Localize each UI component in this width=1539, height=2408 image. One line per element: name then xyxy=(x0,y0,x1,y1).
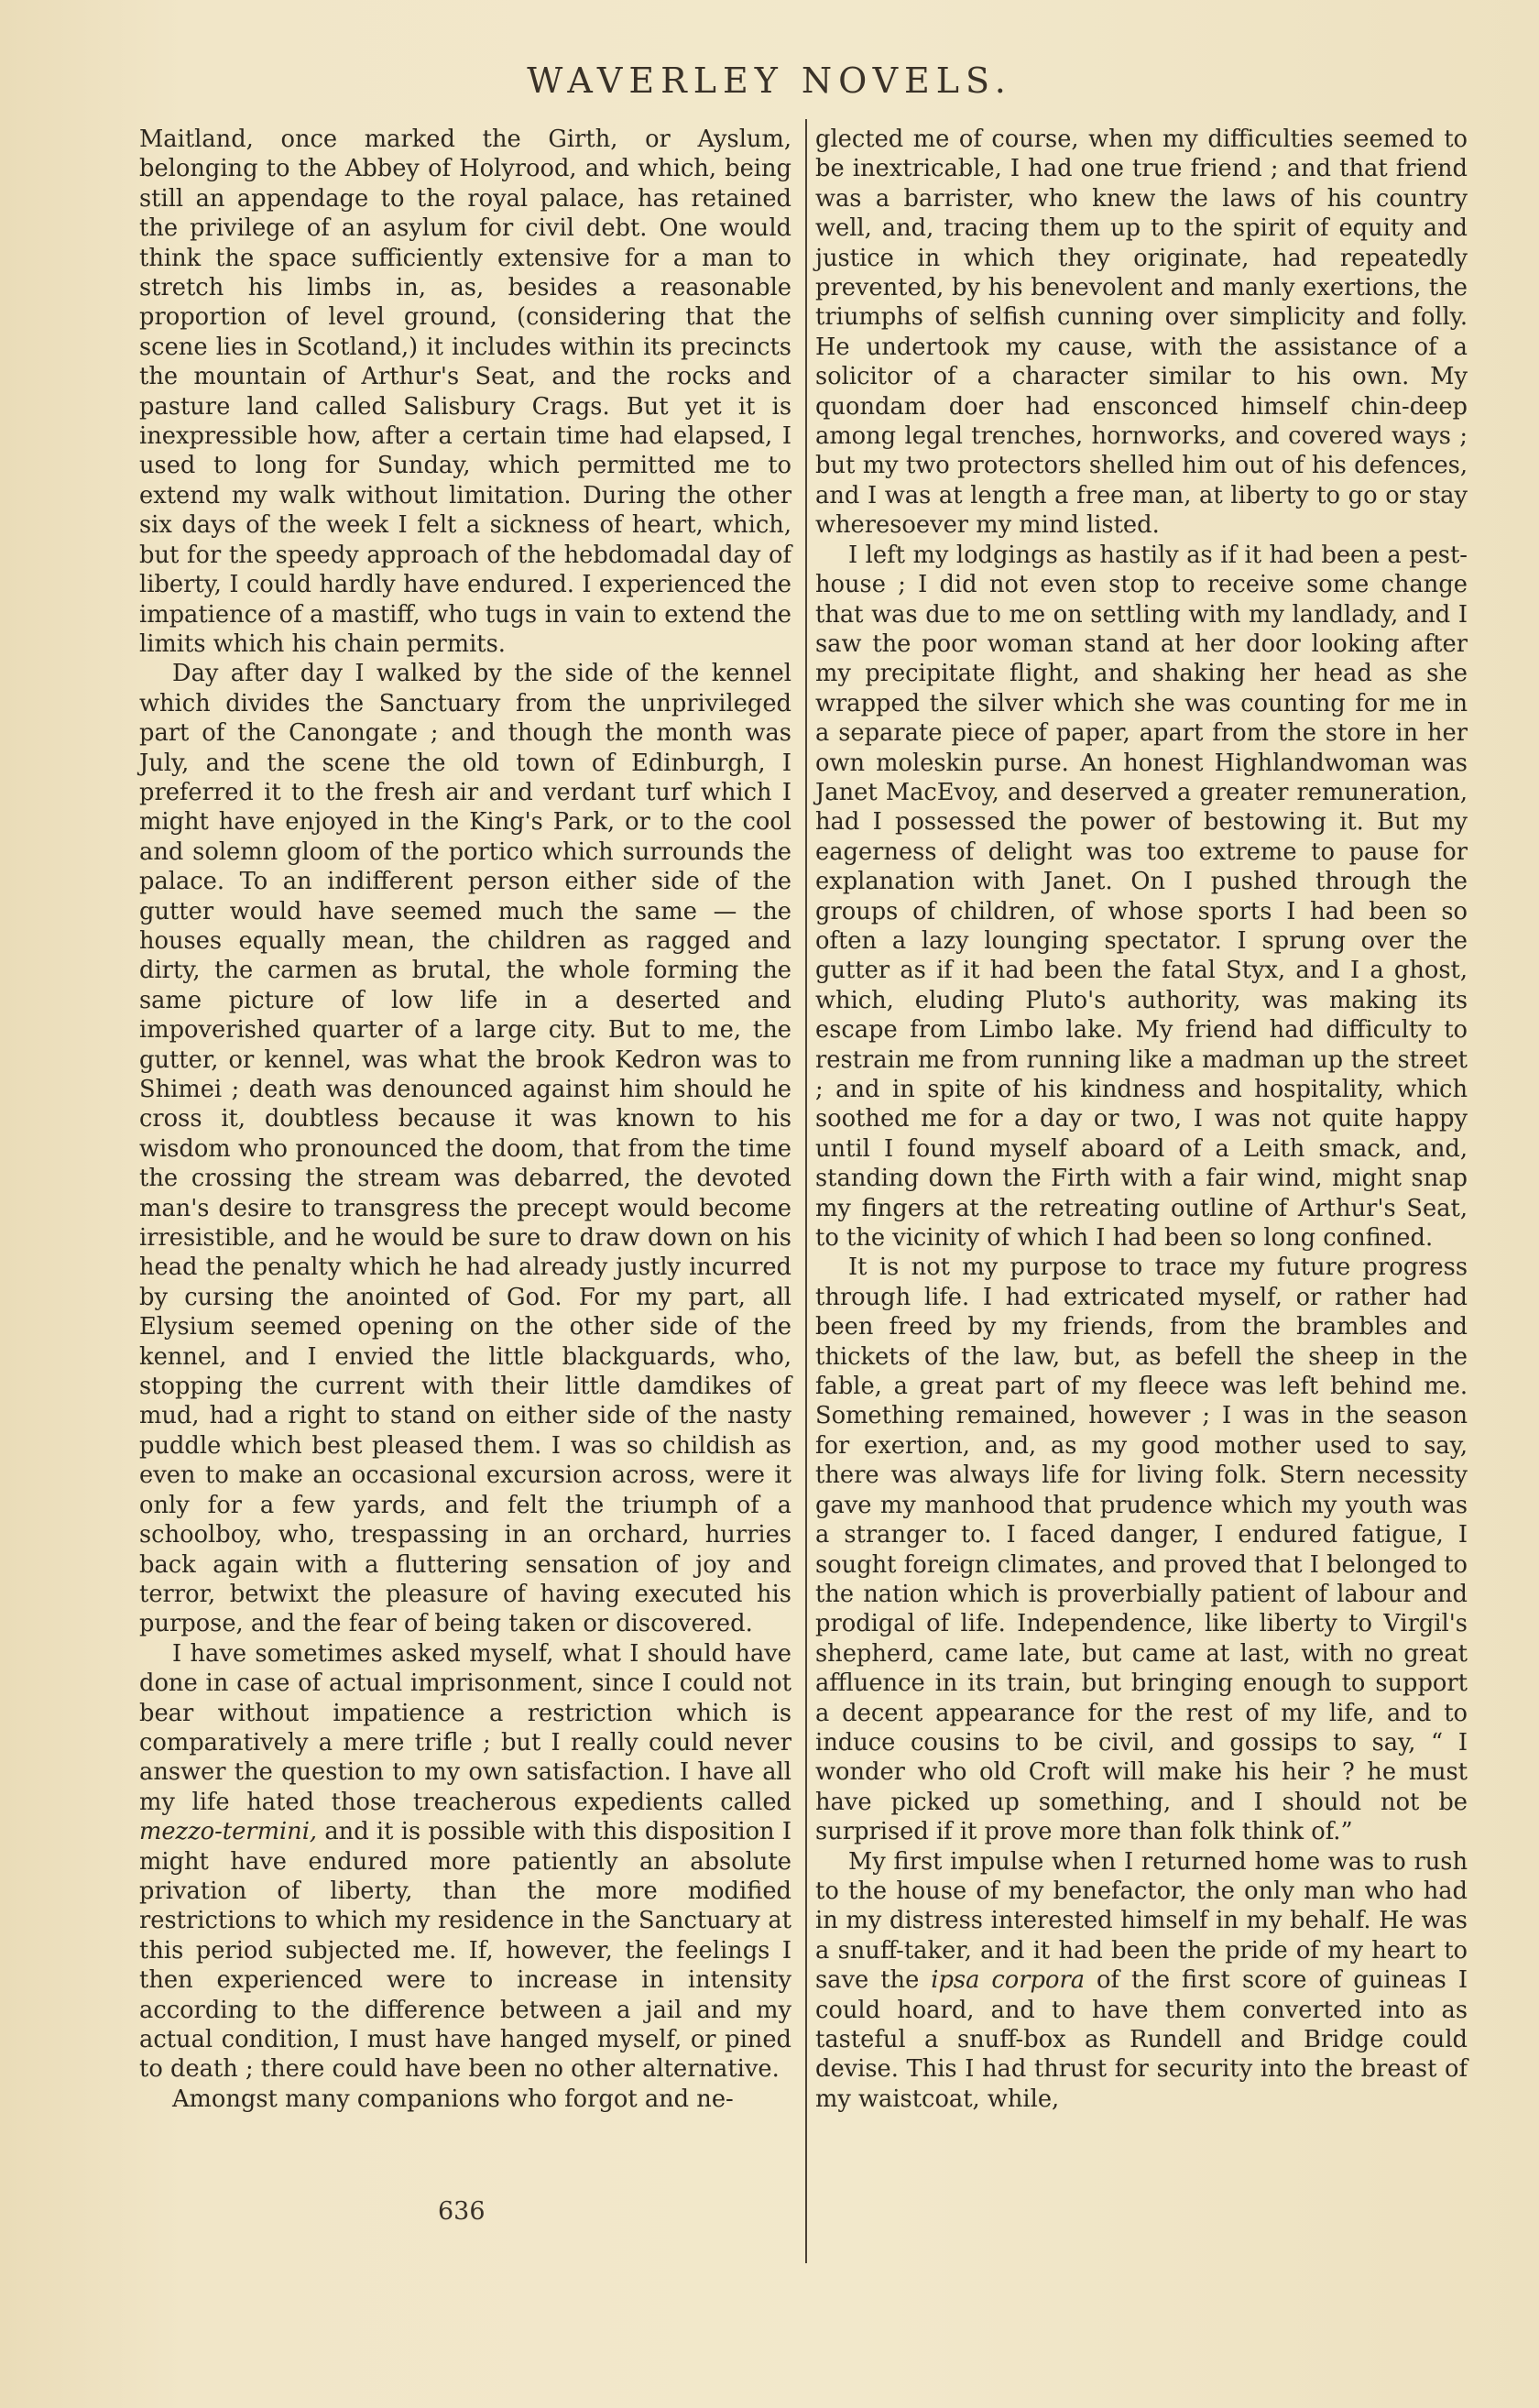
italic-phrase: ipsa corpora xyxy=(931,1966,1086,1995)
paragraph: I left my lodgings as hastily as if it had been a pest-house ; I did not even stop to receive some change that was due to me on settling with my landlady, and I saw the poor woman stand at her door looking after my precipitate flight, and shaking her head as she wrapped the silver which she was counting for me in a separate piece of paper, apart from the store in her own moleskin purse. An honest Highlandwoman was Janet MacEvoy, and deserved a greater remuneration, had I possessed the power of bestowing it. But my eagerness of delight was too extreme to pause for explanation with Janet. On I pushed through the groups of children, of whose sports I had been so often a lazy lounging spectator. I sprung over the gutter as if it had been the fatal Styx, and I a ghost, which, eluding Pluto's authority, was making its escape from Limbo lake. My friend had difficulty to restrain me from running like a madman up the street ; and in spite of his kindness and hospitality, which soothed me for a day or two, I was not quite happy until I found myself aboard of a Leith smack, and, standing down the Firth with a fair wind, might snap my fingers at the retreating outline of Arthur's Seat, to the vicinity of which I had been so long confined. xyxy=(815,541,1468,1253)
italic-phrase: mezzo-termini, xyxy=(139,1818,318,1846)
text-run: I have sometimes asked myself, what I should have done in case of actual imprisonment, since I could not bear without impatience a restriction which is comparatively a mere trifle ; but I really could never answer the question to my own satisfaction. I have all my life hated those treacherous expedients called xyxy=(139,1639,791,1816)
paragraph xyxy=(139,1639,791,2085)
paragraph: glected me of course, when my difficulties seemed to be inextricable, I had one true friend ; and that friend was a barrister, who knew the laws of his country well, and, tracing them up to the spirit of equity and justice in which they originate, had repeatedly prevented, by his benevolent and manly exertions, the triumphs of selfish cunning over simplicity and folly. He undertook my cause, with the assistance of a solicitor of a character similar to his own. My quondam doer had ensconced himself chin-deep among legal trenches, hornworks, and covered ways ; but my two protectors shelled him out of his defences, and I was at length a free man, at liberty to go or stay wheresoever my mind listed. xyxy=(815,126,1468,540)
paragraph: It is not my purpose to trace my future progress through life. I had extricated myself, or rather had been freed by my friends, from the brambles and thickets of the law, but, as befell the sheep in the fable, a great part of my fleece was left behind me. Something remained, however ; I was in the season for exertion, and, as my good mother used to say, there was always life for living folk. Stern necessity gave my manhood that prudence which my youth was a stranger to. I faced danger, I endured fatigue, I sought foreign climates, and proved that I belonged to the nation which is proverbially patient of labour and prodigal of life. Independence, like liberty to Virgil's shepherd, came late, but came at last, with no great affluence in its train, but bringing enough to support a decent appearance for the rest of my life, and to induce cousins to be civil, and gossips to say, “ I wonder who old Croft will make his heir ? he must have picked up something, and I should not be surprised if it prove more than folk think of.” xyxy=(815,1253,1468,1846)
paragraph: Day after day I walked by the side of the kennel which divides the Sanctuary from the unprivileged part of the Canongate ; and though the month was July, and the scene the old town of Edinburgh, I preferred it to the fresh air and verdant turf which I might have enjoyed in the King's Park, or to the cool and solemn gloom of the portico which surrounds the palace. To an indifferent person either side of the gutter would have seemed much the same — the houses equally mean, the children as ragged and dirty, the carmen as brutal, the whole forming the same picture of low life in a deserted and impoverished quarter of a large city. But to me, the gutter, or kennel, was what the brook Kedron was to Shimei ; death was denounced against him should he cross it, doubtless because it was known to his wisdom who pronounced the doom, that from the time the crossing the stream was debarred, the devoted man's desire to transgress the precept would become irresistible, and he would be sure to draw down on his head the penalty which he had already justly incurred by cursing the anointed of God. For my part, all Elysium seemed opening on the other side of the kennel, and I envied the little blackguards, who, stopping the current with their little damdikes of mud, had a right to stand on either side of the nasty puddle which best pleased them. I was so childish as even to make an occasional excursion across, were it only for a few yards, and felt the triumph of a schoolboy, who, trespassing in an orchard, hurries back again with a fluttering sensation of joy and terror, betwixt the pleasure of having executed his purpose, and the fear of being taken or discovered. xyxy=(139,660,791,1638)
text-run: and it is possible with this disposition I might have endured more patiently an absolute privation of liberty, than the more modified restrictions to which my residence in the Sanctuary at this period subjected me. If, however, the feelings I then experienced were to increase in intensity according to the difference between a jail and my actual condition, I must have hanged myself, or pined to death ; there could have been no other alternative. xyxy=(139,1818,792,2084)
right-column xyxy=(815,125,1468,2114)
left-column xyxy=(139,125,791,2114)
text-run: My first impulse when I returned home was to rush to the house of my benefactor, the only man who had in my distress interested himself in my behalf. He was a snuff-taker, and it had been the pride of my heart to save the xyxy=(815,1847,1468,1995)
page-number: 636 xyxy=(438,2197,486,2226)
text-run: of the first score of guineas I could hoard, and to have them converted into as tasteful a snuff-box as Rundell and Bridge could devise. This I had thrust for security into the breast of my waistcoat, while, xyxy=(815,1966,1468,2113)
column-divider xyxy=(805,119,807,2263)
running-header: WAVERLEY NOVELS. xyxy=(527,60,1012,101)
paragraph: Maitland, once marked the Girth, or Ayslum, belonging to the Abbey of Holyrood, and which, being still an appendage to the royal palace, has retained the privilege of an asylum for civil debt. One would think the space sufficiently extensive for a man to stretch his limbs in, as, besides a reasonable proportion of level ground, (considering that the scene lies in Scotland,) it includes within its precincts the mountain of Arthur's Seat, and the rocks and pasture land called Salisbury Crags. But yet it is inexpressible how, after a certain time had elapsed, I used to long for Sunday, which permitted me to extend my walk without limitation. During the other six days of the week I felt a sickness of heart, which, but for the speedy approach of the hebdomadal day of liberty, I could hardly have endured. I experienced the impatience of a mastiff, who tugs in vain to extend the limits which his chain permits. xyxy=(139,126,791,658)
paragraph: Amongst many companions who forgot and ne- xyxy=(172,2085,734,2113)
paragraph xyxy=(815,1847,1468,2115)
